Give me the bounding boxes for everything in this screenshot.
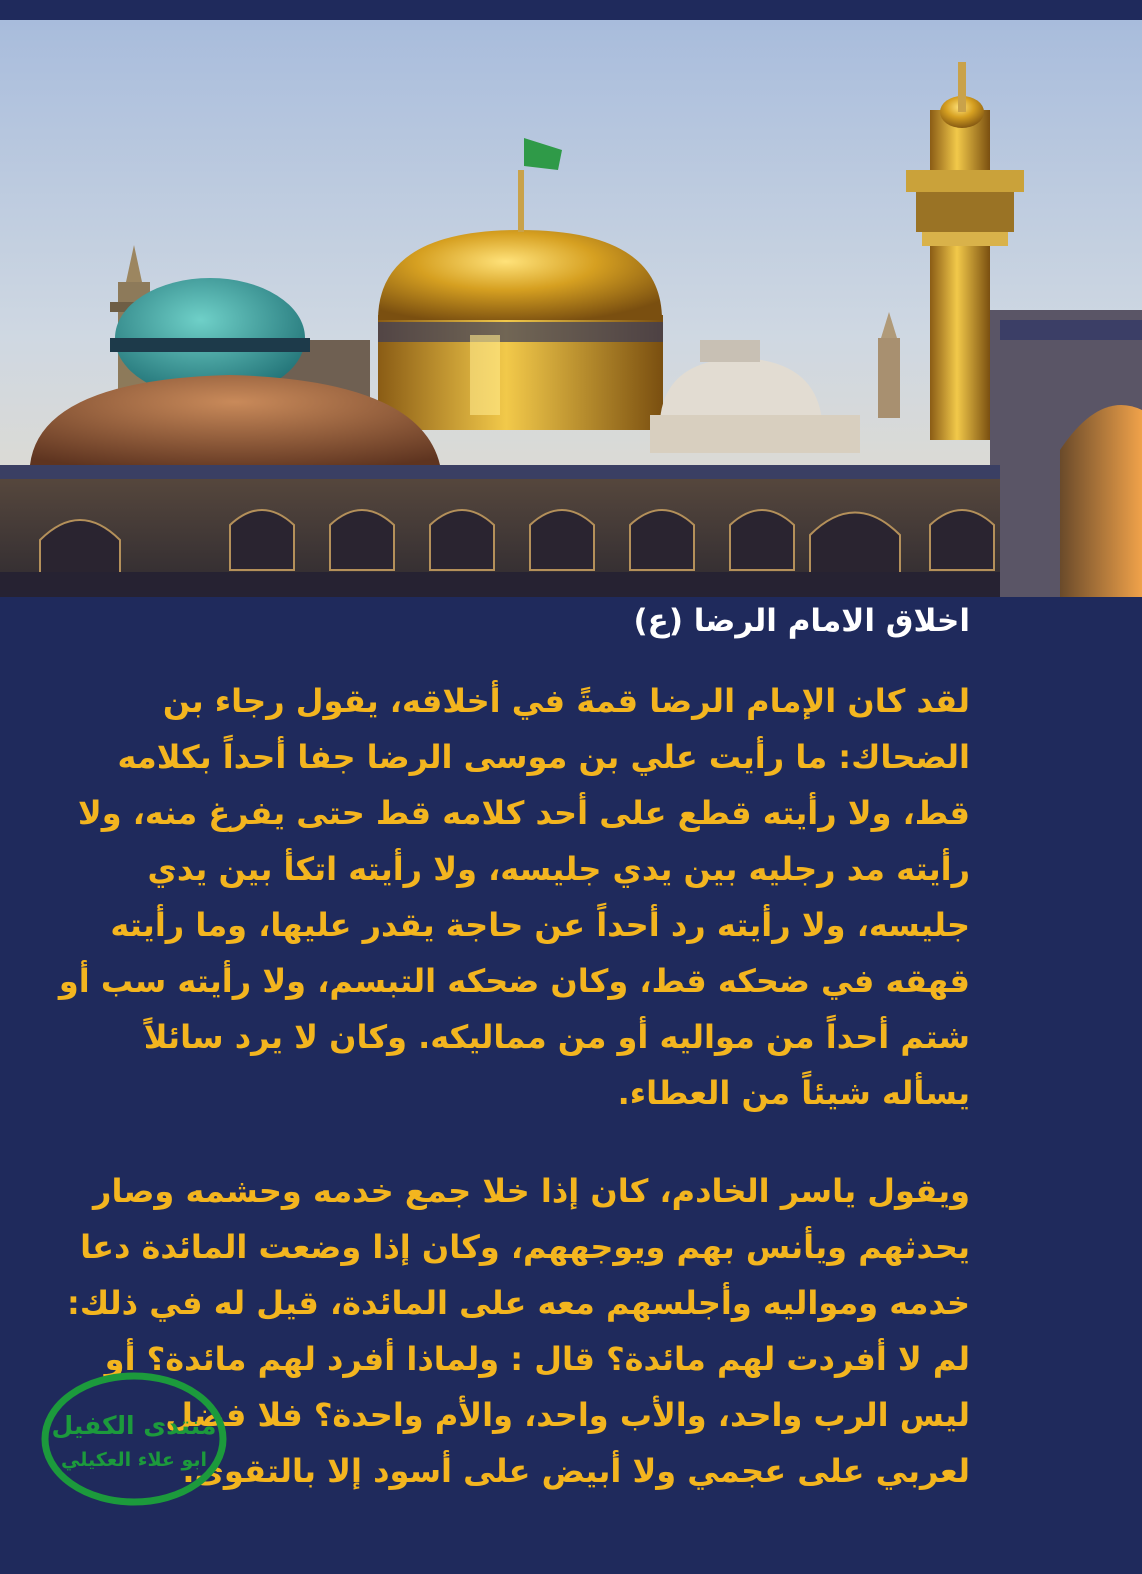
paragraph-line: جليسه، ولا رأيته رد أحداً عن حاجة يقدر عليها، وما رأيته bbox=[110, 906, 970, 944]
paragraph-line: ليس الرب واحد، والأب واحد، والأم واحدة؟ فلا فضل bbox=[165, 1396, 970, 1434]
paragraph-line: الضحاك: ما رأيت علي بن موسى الرضا جفا أحداً بكلامه bbox=[117, 738, 970, 776]
paragraph-line: لم لا أفردت لهم مائدة؟ قال : ولماذا أفرد لهم مائدة؟ أو bbox=[104, 1340, 970, 1378]
paragraph-line: خدمه ومواليه وأجلسهم معه على المائدة، قيل له في ذلك: bbox=[67, 1284, 970, 1322]
paragraph-line: رأيته مد رجليه بين يدي جليسه، ولا رأيته اتكأ بين يدي bbox=[147, 850, 970, 888]
article-title: اخلاق الامام الرضا (ع) bbox=[633, 603, 970, 639]
paragraph-line: شتم أحداً من مواليه أو من مماليكه. وكان لا يرد سائلاً bbox=[143, 1018, 970, 1056]
paragraph-line: يسأله شيئاً من العطاء. bbox=[617, 1074, 970, 1112]
paragraph-line: ويقول ياسر الخادم، كان إذا خلا جمع خدمه وحشمه وصار bbox=[93, 1172, 970, 1210]
shrine-photo bbox=[0, 20, 1142, 597]
paragraph-line: قهقه في ضحكه قط، وكان ضحكه التبسم، ولا رأيته سب أو bbox=[58, 962, 970, 1000]
paragraph-line: لقد كان الإمام الرضا قمةً في أخلاقه، يقول رجاء بن bbox=[162, 682, 970, 720]
seal-name: منتدى الكفيل bbox=[51, 1411, 217, 1440]
paragraph-1 bbox=[58, 673, 970, 1121]
seal-author: ابو علاء العكيلي bbox=[60, 1449, 208, 1471]
forum-seal bbox=[38, 1370, 230, 1508]
paragraph-line: قط، ولا رأيته قطع على أحد كلامه قط حتى يفرغ منه، ولا bbox=[77, 794, 970, 832]
paragraph-line: يحدثهم ويأنس بهم ويوجههم، وكان إذا وضعت المائدة دعا bbox=[80, 1228, 970, 1266]
paragraph-line: لعربي على عجمي ولا أبيض على أسود إلا بالتقوى. bbox=[182, 1452, 970, 1490]
